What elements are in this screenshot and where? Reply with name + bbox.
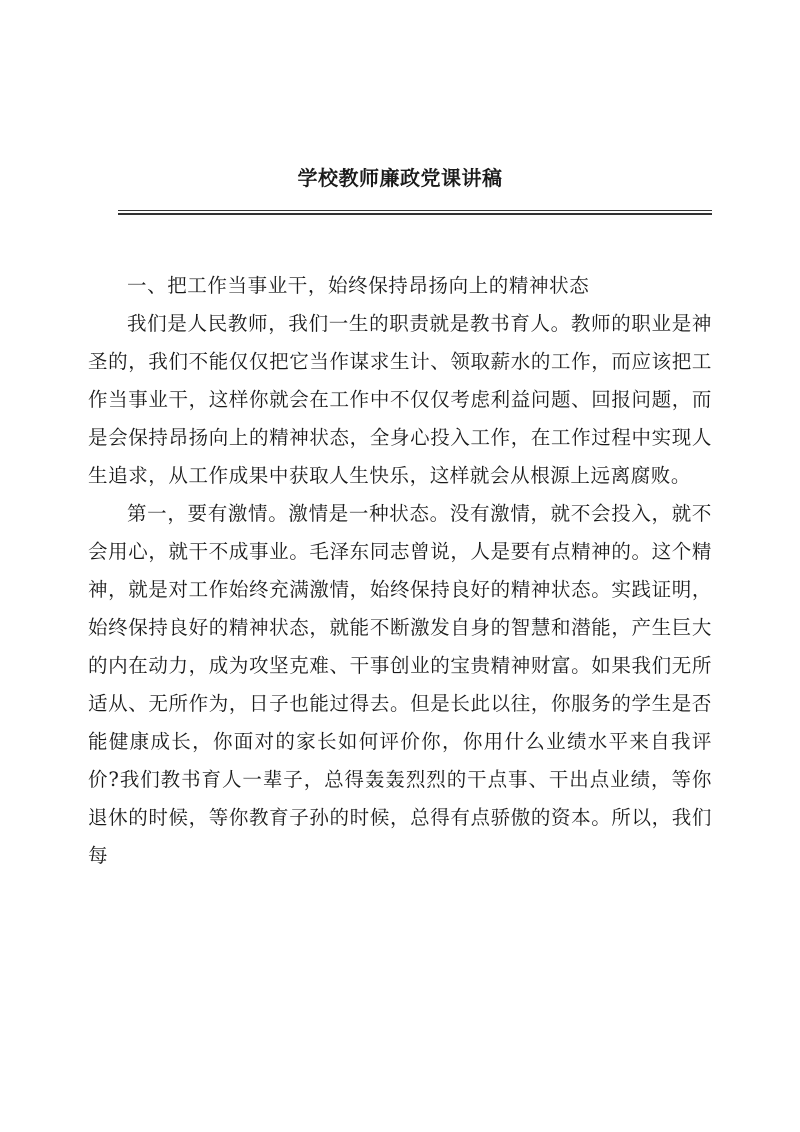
body-paragraph: 我们是人民教师，我们一生的职责就是教书育人。教师的职业是神圣的，我们不能仅仅把它当作谋求生计、领取薪水的工作，而应该把工作当事业干，这样你就会在工作中不仅仅考虑利益问题、回报问题，而是会保持昂扬向上的精神状态，全身心投入工作，在工作过程中实现人生追求，从工作成果中获取人生快乐，这样就会从根源上远离腐败。 [88,312,712,487]
section-heading: 一、把工作当事业干，始终保持昂扬向上的精神状态 [127,274,590,297]
document-title: 学校教师廉政党课讲稿 [297,166,503,190]
body-paragraph: 第一，要有激情。激情是一种状态。没有激情，就不会投入，就不会用心，就干不成事业。毛泽东同志曾说，人是要有点精神的。这个精神，就是对工作始终充满激情，始终保持良好的精神状态。实践证明，始终保持良好的精神状态，就能不断激发自身的智慧和潜能，产生巨大的内在动力，成为攻坚克难、干事创业的宝贵精神财富。如果我们无所适从、无所作为，日子也能过得去。但是长此以往，你服务的学生是否能健康成长，你面对的家长如何评价你，你用什么业绩水平来自我评价?我们教书育人一辈子，总得轰轰烈烈的干点事、干出点业绩，等你退休的时候，等你教育子孙的时候，总得有点骄傲的资本。所以，我们每 [88,502,712,867]
document-body [88,267,712,875]
title-divider [118,210,712,215]
